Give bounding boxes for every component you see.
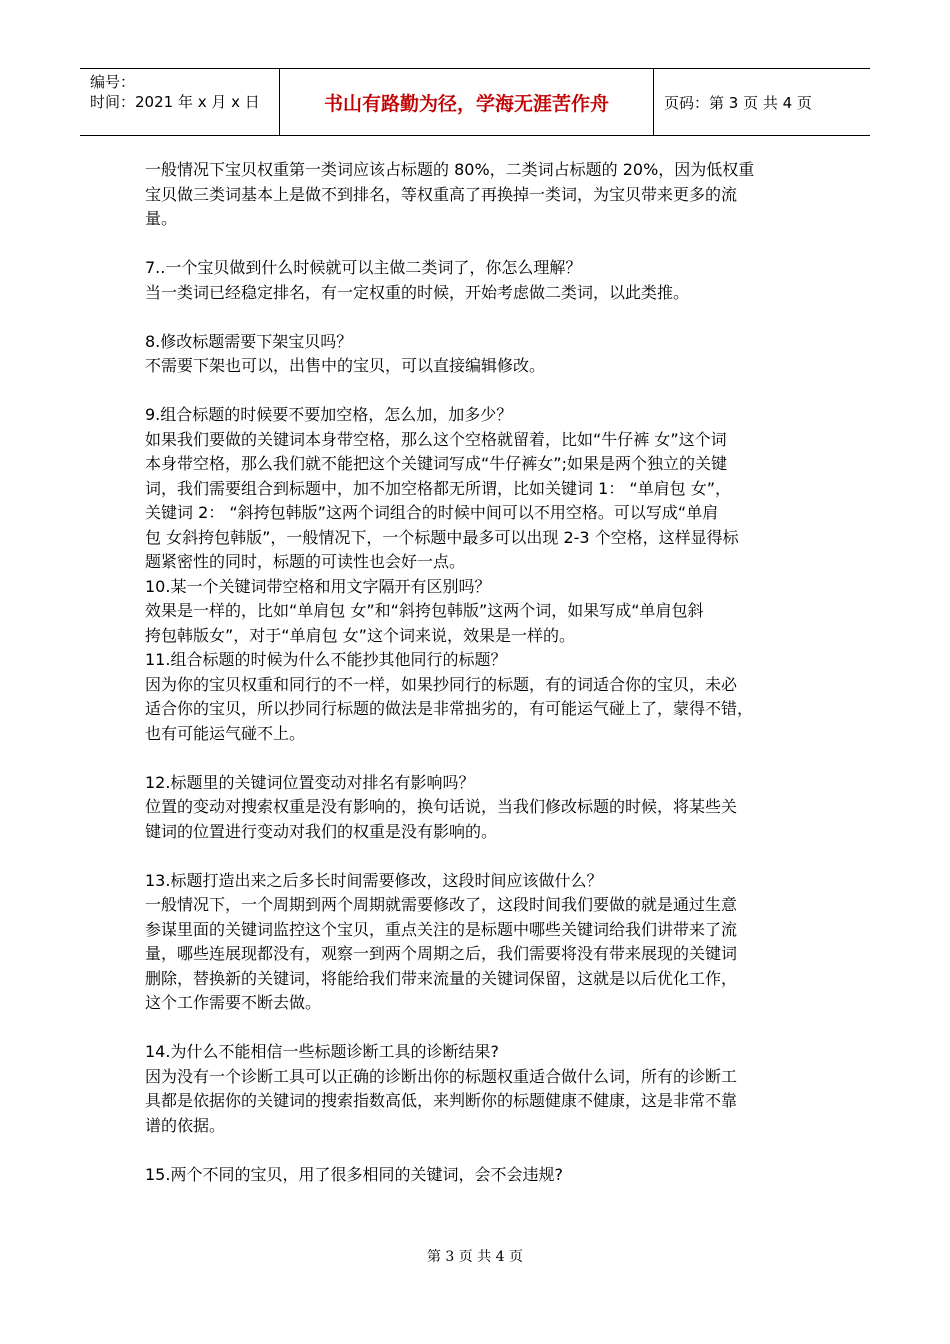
body-line: 8.修改标题需要下架宝贝吗？ <box>145 331 353 351</box>
body-line: 适合你的宝贝，所以抄同行标题的做法是非常拙劣的，有可能运气碰上了，蒙得不错， <box>145 699 754 718</box>
body-line: 本身带空格，那么我们就不能把这个关键词写成“牛仔裤女”;如果是两个独立的关键 <box>145 454 727 473</box>
body-line: 这个工作需要不断去做。 <box>145 993 322 1012</box>
body-line: 如果我们要做的关键词本身带空格，那么这个空格就留着，比如“牛仔裤 女”这个词 <box>145 429 727 449</box>
time-label: 时间：2021 年 x 月 x 日 <box>90 93 260 111</box>
paragraph-gap <box>145 1138 805 1163</box>
page-footer: 第 3 页 共 4 页 <box>426 1249 524 1265</box>
body-line: 关键词 2： “斜挎包韩版”这两个词组合的时候中间可以不用空格。可以写成“单肩 <box>145 503 719 522</box>
body-line: 不需要下架也可以，出售中的宝贝，可以直接编辑修改。 <box>145 356 546 375</box>
body-line: 因为没有一个诊断工具可以正确的诊断出你的标题权重适合做什么词，所有的诊断工 <box>145 1066 738 1086</box>
paragraph-gap <box>145 232 805 257</box>
body-line: 一般情况下，一个周期到两个周期就需要修改了，这段时间我们要做的就是通过生意 <box>145 895 738 914</box>
body-line: 一般情况下宝贝权重第一类词应该占标题的 80%，二类词占标题的 20%，因为低权重 <box>145 160 755 179</box>
body-line: 宝贝做三类词基本上是做不到排名，等权重高了再换掉一类词，为宝贝带来更多的流 <box>145 184 738 204</box>
body-line: 当一类词已经稳定排名，有一定权重的时候，开始考虑做二类词，以此类推。 <box>145 282 690 302</box>
paragraph-gap <box>145 1016 805 1041</box>
header-page-code: 页码：第 3 页 共 4 页 <box>664 93 812 112</box>
body-line: 12.标题里的关键词位置变动对排名有影响吗？ <box>145 772 475 792</box>
body-line: 7..一个宝贝做到什么时候就可以主做二类词了，你怎么理解？ <box>145 258 582 277</box>
body-line: 参谋里面的关键词监控这个宝贝，重点关注的是标题中哪些关键词给我们讲带来了流 <box>145 919 738 939</box>
paragraph-gap <box>145 844 805 869</box>
paragraph-gap <box>145 379 805 404</box>
body-line: 9.组合标题的时候要不要加空格，怎么加，加多少？ <box>145 405 513 424</box>
paragraph-gap <box>145 746 805 771</box>
body-line: 位置的变动对搜索权重是没有影响的，换句话说，当我们修改标题的时候，将某些关 <box>145 797 738 816</box>
body-line: 挎包韩版女”，对于“单肩包 女”这个词来说，效果是一样的。 <box>145 625 575 645</box>
number-label: 编号： <box>90 73 136 91</box>
body-line: 14.为什么不能相信一些标题诊断工具的诊断结果? <box>145 1042 499 1061</box>
header-meta <box>80 69 280 135</box>
body-line: 具都是依据你的关键词的搜索指数高低，来判断你的标题健康不健康，这是非常不靠 <box>145 1091 738 1110</box>
body-line: 也有可能运气碰不上。 <box>145 723 306 743</box>
body-line: 词，我们需要组合到标题中，加不加空格都无所谓，比如关键词 1： “单肩包 女”， <box>145 478 732 498</box>
body-line: 量。 <box>145 209 178 228</box>
body-line: 键词的位置进行变动对我们的权重是没有影响的。 <box>145 821 498 841</box>
body-line: 13.标题打造出来之后多长时间需要修改，这段时间应该做什么？ <box>145 870 603 890</box>
document-body <box>145 158 805 1187</box>
body-line: 15.两个不同的宝贝，用了很多相同的关键词，会不会违规? <box>145 1164 563 1184</box>
paragraph-gap <box>145 305 805 330</box>
body-line: 量，哪些连展现都没有，观察一到两个周期之后，我们需要将没有带来展现的关键词 <box>145 944 738 963</box>
body-line: 包 女斜挎包韩版”，一般情况下，一个标题中最多可以出现 2-3 个空格，这样显得标 <box>145 527 739 547</box>
body-line: 11.组合标题的时候为什么不能抄其他同行的标题？ <box>145 650 507 669</box>
body-line: 10.某一个关键词带空格和用文字隔开有区别吗？ <box>145 576 491 596</box>
body-line: 谱的依据。 <box>145 1115 226 1135</box>
header-motto: 书山有路勤为径，学海无涯苦作舟 <box>280 69 654 135</box>
body-line: 删除，替换新的关键词，将能给我们带来流量的关键词保留，这就是以后优化工作， <box>145 968 738 988</box>
body-line: 因为你的宝贝权重和同行的不一样，如果抄同行的标题，有的词适合你的宝贝，未必 <box>145 674 738 694</box>
body-line: 题紧密性的同时，标题的可读性也会好一点。 <box>145 552 466 571</box>
page-header <box>80 68 870 136</box>
body-line: 效果是一样的，比如“单肩包 女”和“斜挎包韩版”这两个词，如果写成“单肩包斜 <box>145 601 704 620</box>
